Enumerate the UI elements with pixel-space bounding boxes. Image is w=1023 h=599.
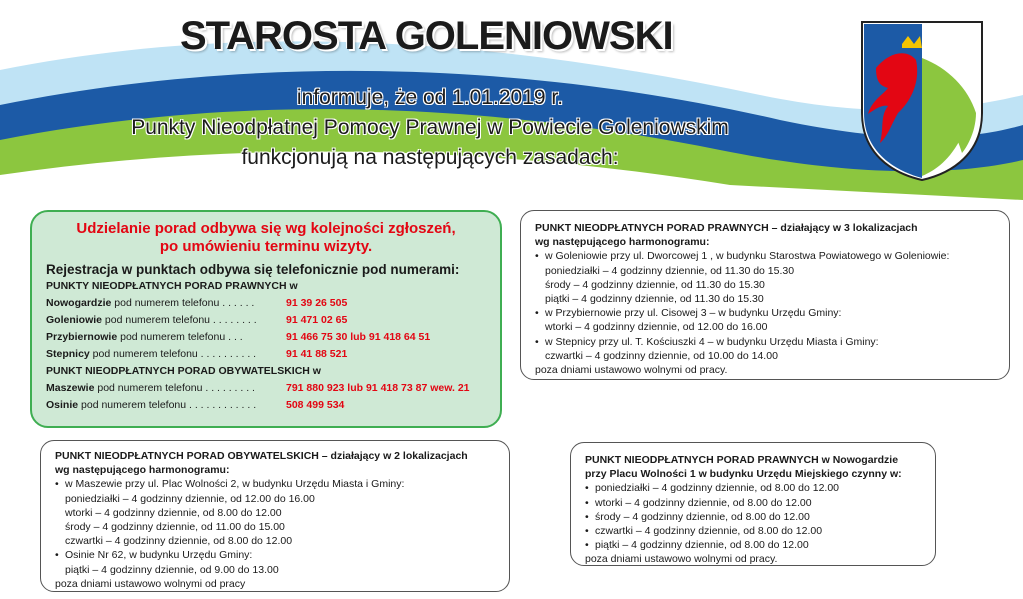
schedule-location: • Osinie Nr 62, w budynku Urzędu Gminy: [55, 548, 495, 562]
intro-line-2: Punkty Nieodpłatnej Pomocy Prawnej w Powiecie Goleniowskim [131, 116, 729, 139]
obywatelskich-header: PUNKT NIEODPŁATNYCH PORAD OBYWATELSKICH w [46, 365, 321, 377]
box-heading-2: wg następującego harmonogramu: [535, 236, 710, 249]
place: Stepnicy [46, 348, 90, 360]
schedule-location: • w Przybiernowie przy ul. Cisowej 3 – w budynku Urzędu Gminy: [535, 306, 995, 320]
schedule-location: • w Stepnicy przy ul. T. Kościuszki 4 – w budynku Urzędu Miasta i Gminy: [535, 335, 995, 349]
schedule-line: czwartki – 4 godzinny dziennie, od 10.00 do 14.00 [545, 349, 778, 362]
phone-number[interactable]: 91 39 26 505 [286, 297, 348, 309]
phone-row [46, 312, 486, 329]
schedule-line: • piątki – 4 godzinny dziennie, od 8.00 do 12.00 [585, 538, 921, 552]
schedule-line: wtorki – 4 godzinny dziennie, od 8.00 do 12.00 [65, 506, 282, 519]
phone-label: pod numerem telefonu . . . . . . . . . . . . [78, 399, 257, 411]
phone-label: pod numerem telefonu . . . . . . . . [102, 314, 257, 326]
box-heading-1: PUNKT NIEODPŁATNYCH PORAD PRAWNYCH – działający w 3 lokalizacjach [535, 222, 918, 234]
phone-label: pod numerem telefonu . . . . . . . . . [94, 382, 255, 394]
place: Przybiernowie [46, 331, 118, 343]
phone-row [46, 346, 486, 363]
intro-line-1: informuje, że od 1.01.2019 r. [296, 86, 564, 109]
schedule-line: • poniedziałki – 4 godzinny dziennie, od 8.00 do 12.00 [585, 481, 921, 495]
schedule-line: piątki – 4 godzinny dziennie, od 9.00 do 13.00 [65, 563, 279, 576]
phone-number[interactable]: 91 471 02 65 [286, 314, 348, 326]
place: Osinie [46, 399, 79, 411]
schedule-location: • w Goleniowie przy ul. Dworcowej 1 , w budynku Starostwa Powiatowego w Goleniowie: [535, 249, 995, 263]
schedule-line: wtorki – 4 godzinny dziennie, od 12.00 do 16.00 [545, 321, 768, 334]
schedule-line: • czwartki – 4 godzinny dziennie, od 8.00 do 12.00 [585, 524, 921, 538]
registration-heading-2: po umówieniu terminu wizyty. [159, 238, 373, 255]
prawne-3-lokalizacje-box [520, 210, 1010, 380]
phone-number[interactable]: 791 880 923 lub 91 418 73 87 wew. 21 [286, 382, 470, 394]
schedule-line: poniedziałki – 4 godzinny dziennie, od 11.30 do 15.30 [545, 264, 795, 277]
schedule-line: • wtorki – 4 godzinny dziennie, od 8.00 do 12.00 [585, 496, 921, 510]
place: Maszewie [46, 382, 95, 394]
box-heading-1: PUNKT NIEODPŁATNYCH PORAD PRAWNYCH w Nowogardzie [585, 454, 899, 466]
phone-row [46, 329, 486, 346]
box-heading-2: przy Placu Wolności 1 w budynku Urzędu Miejskiego czynny w: [585, 468, 902, 481]
prawnych-header: PUNKTY NIEODPŁATNYCH PORAD PRAWNYCH w [46, 280, 298, 292]
schedule-line: poniedziałki – 4 godzinny dziennie, od 12.00 do 16.00 [65, 492, 315, 505]
obywatelskie-2-lokalizacje-box [40, 440, 510, 592]
phone-label: pod numerem telefonu . . . [117, 331, 243, 343]
box-footer: poza dniami ustawowo wolnymi od pracy [55, 577, 246, 590]
phone-row [46, 380, 486, 397]
box-footer: poza dniami ustawowo wolnymi od pracy. [535, 364, 728, 377]
registration-box [30, 210, 502, 428]
place: Goleniowie [46, 314, 103, 326]
schedule-line: piątki – 4 godzinny dziennie, od 11.30 do 15.30 [545, 293, 764, 306]
schedule-line: środy – 4 godzinny dziennie, od 11.00 do 15.00 [65, 521, 285, 534]
phone-row [46, 295, 486, 312]
box-heading-1: PUNKT NIEODPŁATNYCH PORAD OBYWATELSKICH – działający w 2 lokalizacjach [55, 450, 468, 462]
box-heading-2: wg następującego harmonogramu: [55, 464, 230, 477]
schedule-line: środy – 4 godzinny dziennie, od 11.30 do 15.30 [545, 278, 765, 291]
schedule-line: czwartki – 4 godzinny dziennie, od 8.00 do 12.00 [65, 535, 293, 548]
schedule-line: • środy – 4 godzinny dziennie, od 8.00 do 12.00 [585, 510, 921, 524]
phone-number[interactable]: 91 41 88 521 [286, 348, 348, 360]
page-title: STAROSTA GOLENIOWSKI [180, 14, 673, 58]
schedule-location: • w Maszewie przy ul. Plac Wolności 2, w budynku Urzędu Miasta i Gminy: [55, 477, 495, 491]
phone-label: pod numerem telefonu . . . . . . [111, 297, 255, 309]
intro-line-3: funkcjonują na następujących zasadach: [241, 146, 619, 169]
phone-number[interactable]: 91 466 75 30 lub 91 418 64 51 [286, 331, 431, 343]
coat-of-arms-icon [858, 18, 986, 183]
nowogard-box [570, 442, 936, 566]
box-footer: poza dniami ustawowo wolnymi od pracy. [585, 553, 778, 566]
registration-subheading: Rejestracja w punktach odbywa się telefonicznie pod numerami: [46, 262, 460, 277]
place: Nowogardzie [46, 297, 112, 309]
registration-heading-1: Udzielanie porad odbywa się wg kolejności zgłoszeń, [76, 220, 456, 237]
phone-row [46, 397, 486, 414]
phone-number[interactable]: 508 499 534 [286, 399, 345, 411]
phone-label: pod numerem telefonu . . . . . . . . . . [89, 348, 257, 360]
